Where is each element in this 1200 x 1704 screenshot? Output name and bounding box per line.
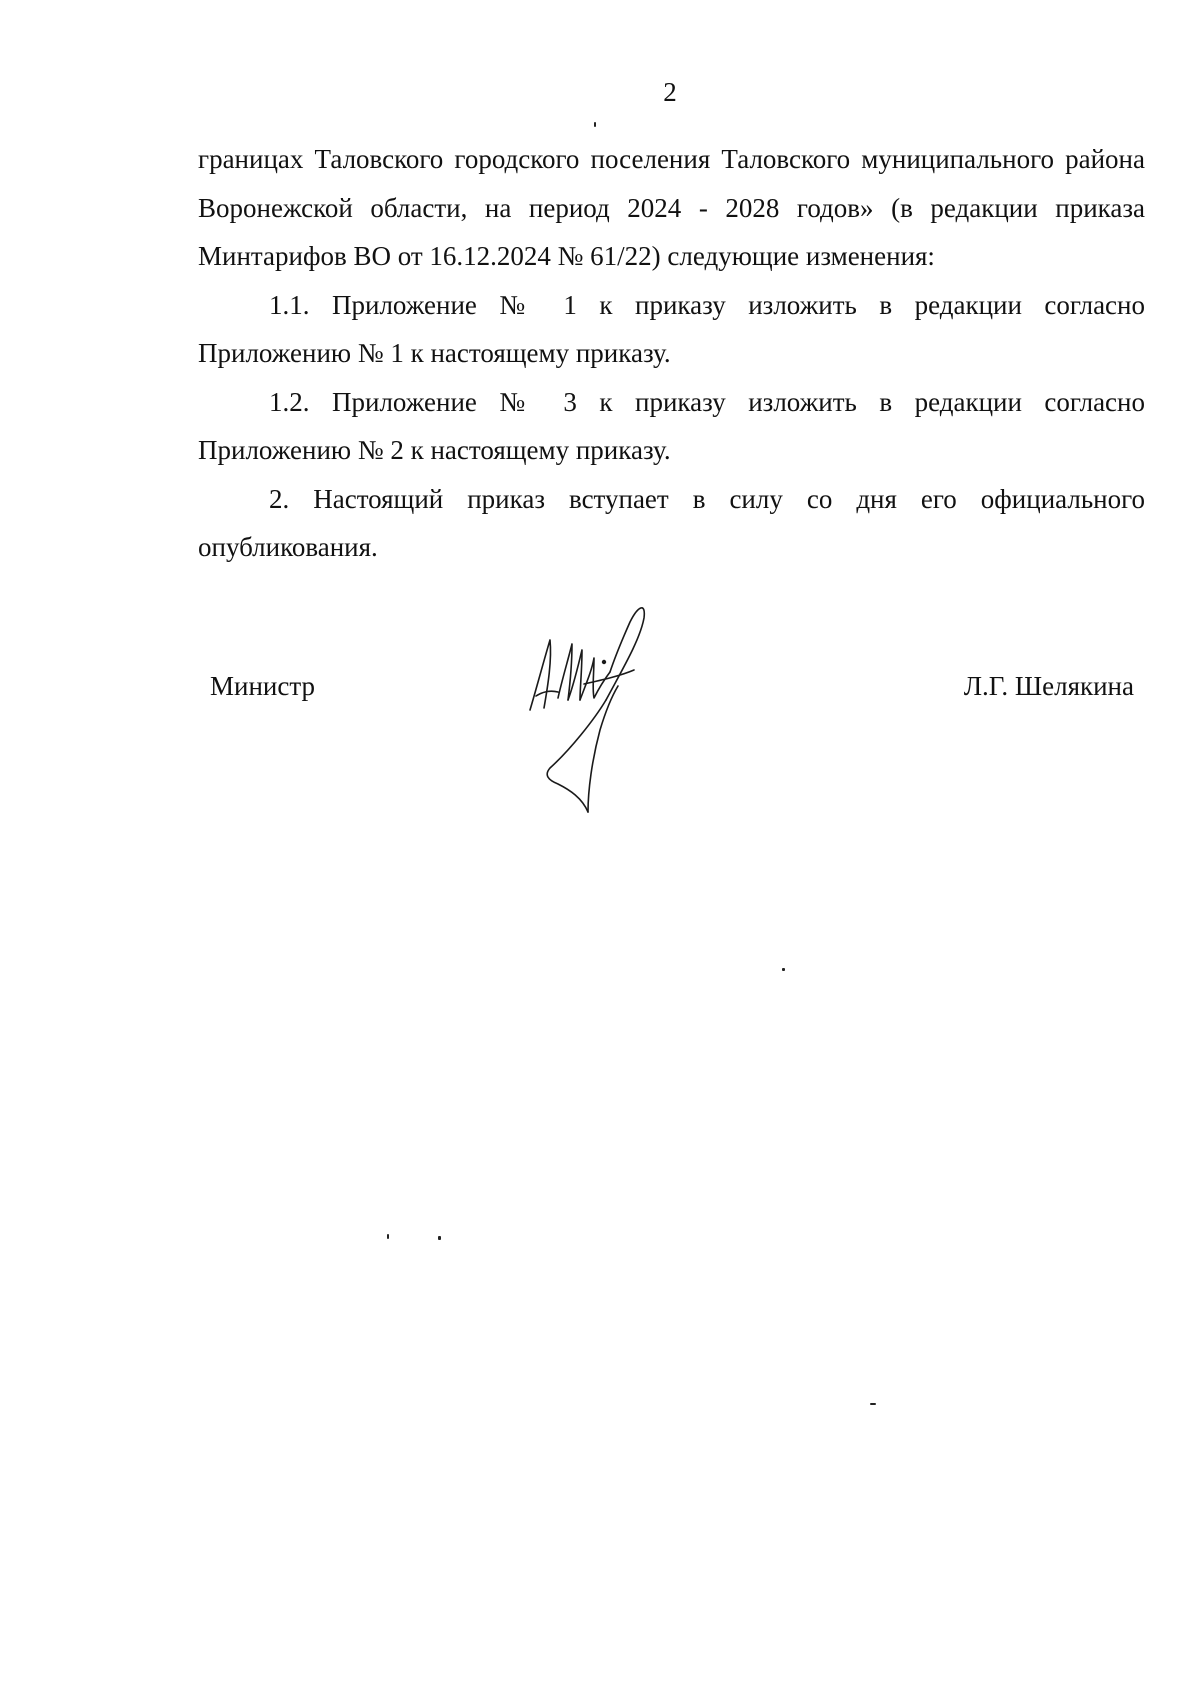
scan-speck	[594, 122, 596, 127]
scan-speck	[387, 1234, 389, 1239]
signatory-name: Л.Г. Шелякина	[963, 671, 1134, 701]
paragraph-item-2: 2. Настоящий приказ вступает в силу со дня его официального опубликования.	[198, 483, 1145, 562]
paragraph-continuation: границах Таловского городского поселения Таловского муниципального района Воронежской области, на период 2024 - 2028 годов» (в редакции приказа Минтарифов ВО от 16.12.2024 № 61/22) следующие изменения:	[198, 144, 1145, 271]
signatory-title: Министр	[210, 671, 315, 701]
scan-speck	[870, 1403, 876, 1405]
document-body	[198, 135, 1145, 572]
handwritten-signature	[522, 600, 682, 815]
page-number: 2	[663, 77, 677, 107]
paragraph-item-1-1: 1.1. Приложение № 1 к приказу изложить в редакции согласно Приложению № 1 к настоящему приказу.	[198, 289, 1145, 368]
paragraph-item-1-2: 1.2. Приложение № 3 к приказу изложить в редакции согласно Приложению № 2 к настоящему приказу.	[198, 386, 1145, 465]
scan-speck	[438, 1236, 441, 1240]
scan-speck	[782, 968, 785, 971]
